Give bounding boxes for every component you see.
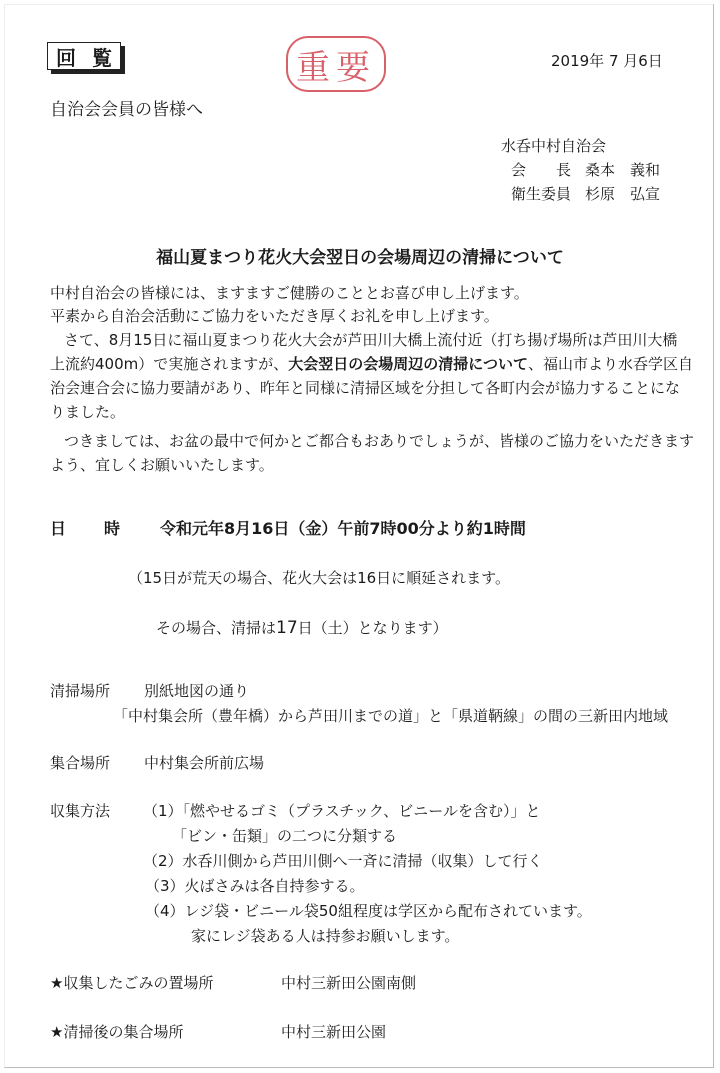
collection-item-2: （2）水呑川側から芦田川側へ一斉に清掃（収集）して行く [143, 852, 543, 870]
sender-name-1: 桑本 義和 [585, 161, 661, 179]
sender-name-2: 杉原 弘宣 [585, 185, 661, 203]
body-paragraph-4-line-1: つきましては、お盆の最中で何かとご都合もおありでしょうが、皆様のご協力をいただきます [64, 432, 695, 450]
schedule-note-emphasis: 17 [276, 618, 298, 638]
collection-item-3: （3）火ばさみは各自持参する。 [145, 877, 365, 895]
document-title: 福山夏まつり花火大会翌日の会場周辺の清掃について [156, 248, 564, 268]
schedule-datetime: 令和元年8月16日（金）午前7時00分より約1時間 [160, 519, 526, 538]
garbage-place-label: ★収集したごみの置場所 [50, 974, 214, 992]
sender-role-1: 会 長 [511, 161, 572, 179]
circulation-char-2: 覧 [92, 45, 112, 70]
collection-label: 収集方法 [50, 802, 111, 820]
collection-item-4-line-2: 家にレジ袋ある人は持参お願いします。 [191, 927, 460, 945]
schedule-note-1: （15日が荒天の場合、花火大会は16日に順延されます。 [128, 569, 510, 587]
sender-role-2: 衛生委員 [511, 185, 572, 203]
document-date: 2019年 7 月6日 [551, 52, 663, 70]
body-paragraph-3-line-4: りました。 [50, 403, 126, 421]
meeting-place-label: 集合場所 [50, 754, 111, 772]
body-paragraph-4-line-2: よう、宜しくお願いいたします。 [50, 456, 274, 474]
sender-organization: 水呑中村自治会 [501, 137, 607, 155]
collection-item-1-line-2: 「ビン・缶類」の二つに分類する [172, 827, 398, 845]
body-text: 、福山市より水呑学区自 [527, 355, 693, 373]
circulation-label [47, 42, 121, 70]
schedule-note-text: その場合、清掃は [156, 619, 277, 637]
addressee: 自治会会員の皆様へ [50, 100, 203, 120]
after-meeting-label: ★清掃後の集合場所 [50, 1023, 184, 1041]
schedule-label-2: 時 [104, 519, 121, 538]
after-meeting-value: 中村三新田公園 [281, 1023, 387, 1041]
body-paragraph-3-line-3: 治会連合会に協力要請があり、昨年と同様に清掃区域を分担して各町内会が協力することにな [50, 379, 681, 397]
schedule-note-2 [156, 617, 448, 638]
garbage-place-value: 中村三新田公園南側 [281, 974, 417, 992]
cleaning-area-line-2: 「中村集会所（豊年橋）から芦田川までの道」と「県道鞆線」の間の三新田内地域 [113, 707, 669, 725]
body-paragraph-3-line-2 [50, 353, 693, 374]
schedule-label-1: 日 [50, 519, 67, 538]
body-emphasis: 大会翌日の会場周辺の清掃について [288, 355, 528, 373]
body-paragraph-3-line-1: さて、8月15日に福山夏まつり花火大会が芦田川大橋上流付近（打ち揚げ場所は芦田川大橋 [64, 331, 678, 349]
circulation-char-1: 回 [56, 45, 76, 70]
important-stamp: 重要 [286, 36, 386, 92]
meeting-place-value: 中村集会所前広場 [144, 754, 265, 772]
body-paragraph-1: 中村自治会の皆様には、ますますご健勝のこととお喜び申し上げます。 [50, 284, 529, 302]
collection-item-4-line-1: （4）レジ袋・ビニール袋50組程度は学区から配布されています。 [145, 902, 592, 920]
body-paragraph-2: 平素から自治会活動にご協力をいただき厚くお礼を申し上げます。 [50, 307, 499, 325]
body-text: 上流約400m）で実施されますが、 [50, 355, 289, 373]
schedule-note-text: 日（土）となります） [297, 619, 448, 637]
collection-item-1-line-1: （1）「燃やせるゴミ（プラスチック、ビニールを含む）」と [143, 802, 541, 820]
cleaning-area-line-1: 別紙地図の通り [144, 682, 250, 700]
cleaning-area-label: 清掃場所 [50, 682, 111, 700]
